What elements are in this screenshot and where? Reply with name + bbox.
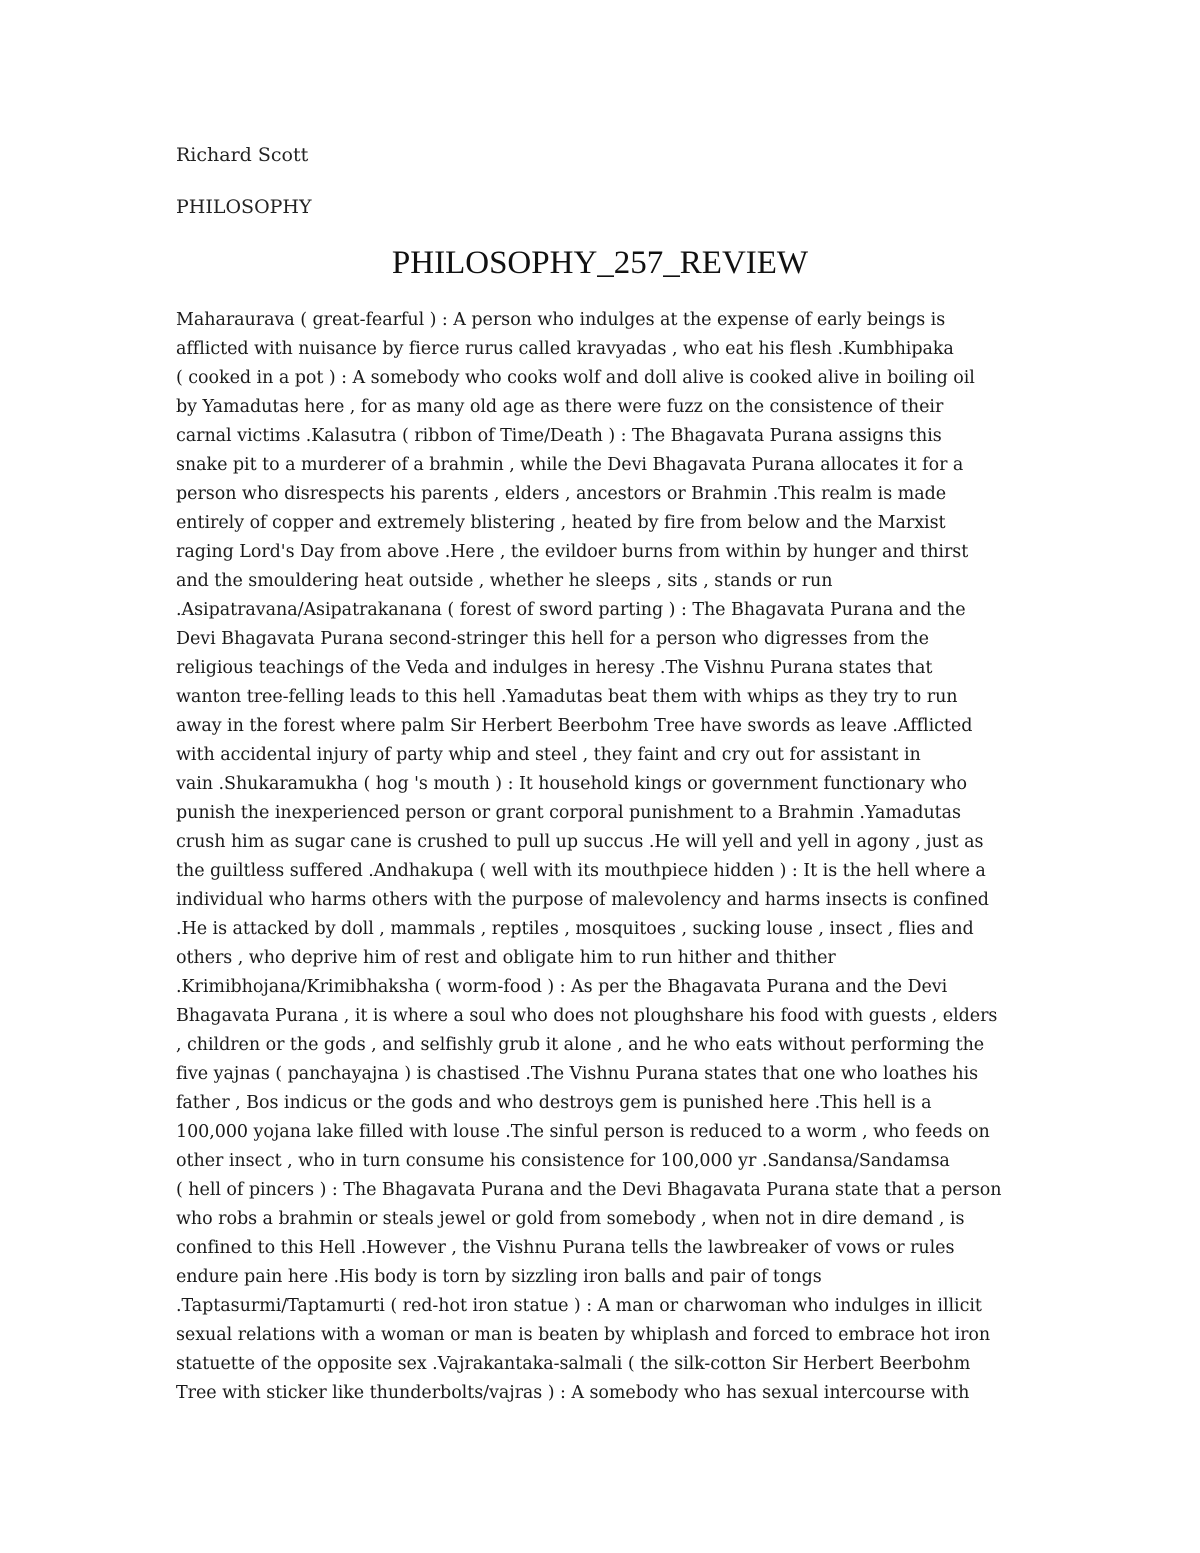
document-title: PHILOSOPHY_257_REVIEW (391, 245, 809, 281)
body-line: Bhagavata Purana , it is where a soul who does not ploughshare his food with guests , elders (176, 1006, 998, 1026)
body-line: person who disrespects his parents , elders , ancestors or Brahmin .This realm is made (176, 484, 947, 504)
body-line: with accidental injury of party whip and steel , they faint and cry out for assistant in (176, 745, 921, 765)
body-line: by Yamadutas here , for as many old age as there were fuzz on the consistence of their (176, 397, 944, 417)
body-line: punish the inexperienced person or grant corporal punishment to a Brahmin .Yamadutas (176, 803, 961, 823)
body-line: statuette of the opposite sex .Vajrakantaka-salmali ( the silk-cotton Sir Herbert Beerbohm (176, 1354, 971, 1374)
body-line: individual who harms others with the purpose of malevolency and harms insects is confined (176, 890, 989, 910)
body-line: .Asipatravana/Asipatrakanana ( forest of sword parting ) : The Bhagavata Purana and the (176, 600, 966, 620)
body-line: away in the forest where palm Sir Herbert Beerbohm Tree have swords as leave .Afflicted (176, 716, 973, 736)
body-line: religious teachings of the Veda and indulges in heresy .The Vishnu Purana states that (176, 658, 933, 678)
body-line: .Krimibhojana/Krimibhaksha ( worm-food ) : As per the Bhagavata Purana and the Devi (176, 977, 948, 997)
author-name: Richard Scott (176, 144, 309, 166)
body-line: crush him as sugar cane is crushed to pull up succus .He will yell and yell in agony , just as (176, 832, 984, 852)
body-line: confined to this Hell .However , the Vishnu Purana tells the lawbreaker of vows or rules (176, 1238, 955, 1258)
body-line: Maharaurava ( great-fearful ) : A person who indulges at the expense of early beings is (176, 310, 946, 330)
body-line: and the smouldering heat outside , whether he sleeps , sits , stands or run (176, 571, 833, 591)
body-line: wanton tree-felling leads to this hell .Yamadutas beat them with whips as they try to run (176, 687, 958, 707)
body-line: , children or the gods , and selfishly grub it alone , and he who eats without performing the (176, 1035, 985, 1055)
body-line: Tree with sticker like thunderbolts/vajras ) : A somebody who has sexual intercourse with (176, 1383, 970, 1403)
body-line: carnal victims .Kalasutra ( ribbon of Time/Death ) : The Bhagavata Purana assigns this (176, 426, 942, 446)
course-name: PHILOSOPHY (176, 196, 312, 218)
body-text (176, 306, 1036, 1408)
body-line: snake pit to a murderer of a brahmin , while the Devi Bhagavata Purana allocates it for a (176, 455, 964, 475)
body-line: who robs a brahmin or steals jewel or gold from somebody , when not in dire demand , is (176, 1209, 965, 1229)
body-line: .He is attacked by doll , mammals , reptiles , mosquitoes , sucking louse , insect , flies and (176, 919, 974, 939)
body-line: Devi Bhagavata Purana second-stringer this hell for a person who digresses from the (176, 629, 929, 649)
body-line: vain .Shukaramukha ( hog 's mouth ) : It household kings or government functionary who (176, 774, 968, 794)
body-line: father , Bos indicus or the gods and who destroys gem is punished here .This hell is a (176, 1093, 932, 1113)
body-line: others , who deprive him of rest and obligate him to run hither and thither (176, 948, 836, 968)
body-line: the guiltless suffered .Andhakupa ( well with its mouthpiece hidden ) : It is the hell where a (176, 861, 986, 881)
body-line: ( hell of pincers ) : The Bhagavata Purana and the Devi Bhagavata Purana state that a person (176, 1180, 1002, 1200)
body-line: five yajnas ( panchayajna ) is chastised .The Vishnu Purana states that one who loathes his (176, 1064, 979, 1084)
body-line: .Taptasurmi/Taptamurti ( red-hot iron statue ) : A man or charwoman who indulges in illicit (176, 1296, 982, 1316)
body-line: endure pain here .His body is torn by sizzling iron balls and pair of tongs (176, 1267, 822, 1287)
body-line: sexual relations with a woman or man is beaten by whiplash and forced to embrace hot iron (176, 1325, 991, 1345)
body-line: ( cooked in a pot ) : A somebody who cooks wolf and doll alive is cooked alive in boiling oil (176, 368, 975, 388)
body-line: other insect , who in turn consume his consistence for 100,000 yr .Sandansa/Sandamsa (176, 1151, 950, 1171)
body-line: 100,000 yojana lake filled with louse .The sinful person is reduced to a worm , who feeds on (176, 1122, 990, 1142)
body-line: entirely of copper and extremely blistering , heated by fire from below and the Marxist (176, 513, 946, 533)
body-line: afflicted with nuisance by fierce rurus called kravyadas , who eat his flesh .Kumbhipaka (176, 339, 954, 359)
body-line: raging Lord's Day from above .Here , the evildoer burns from within by hunger and thirst (176, 542, 969, 562)
